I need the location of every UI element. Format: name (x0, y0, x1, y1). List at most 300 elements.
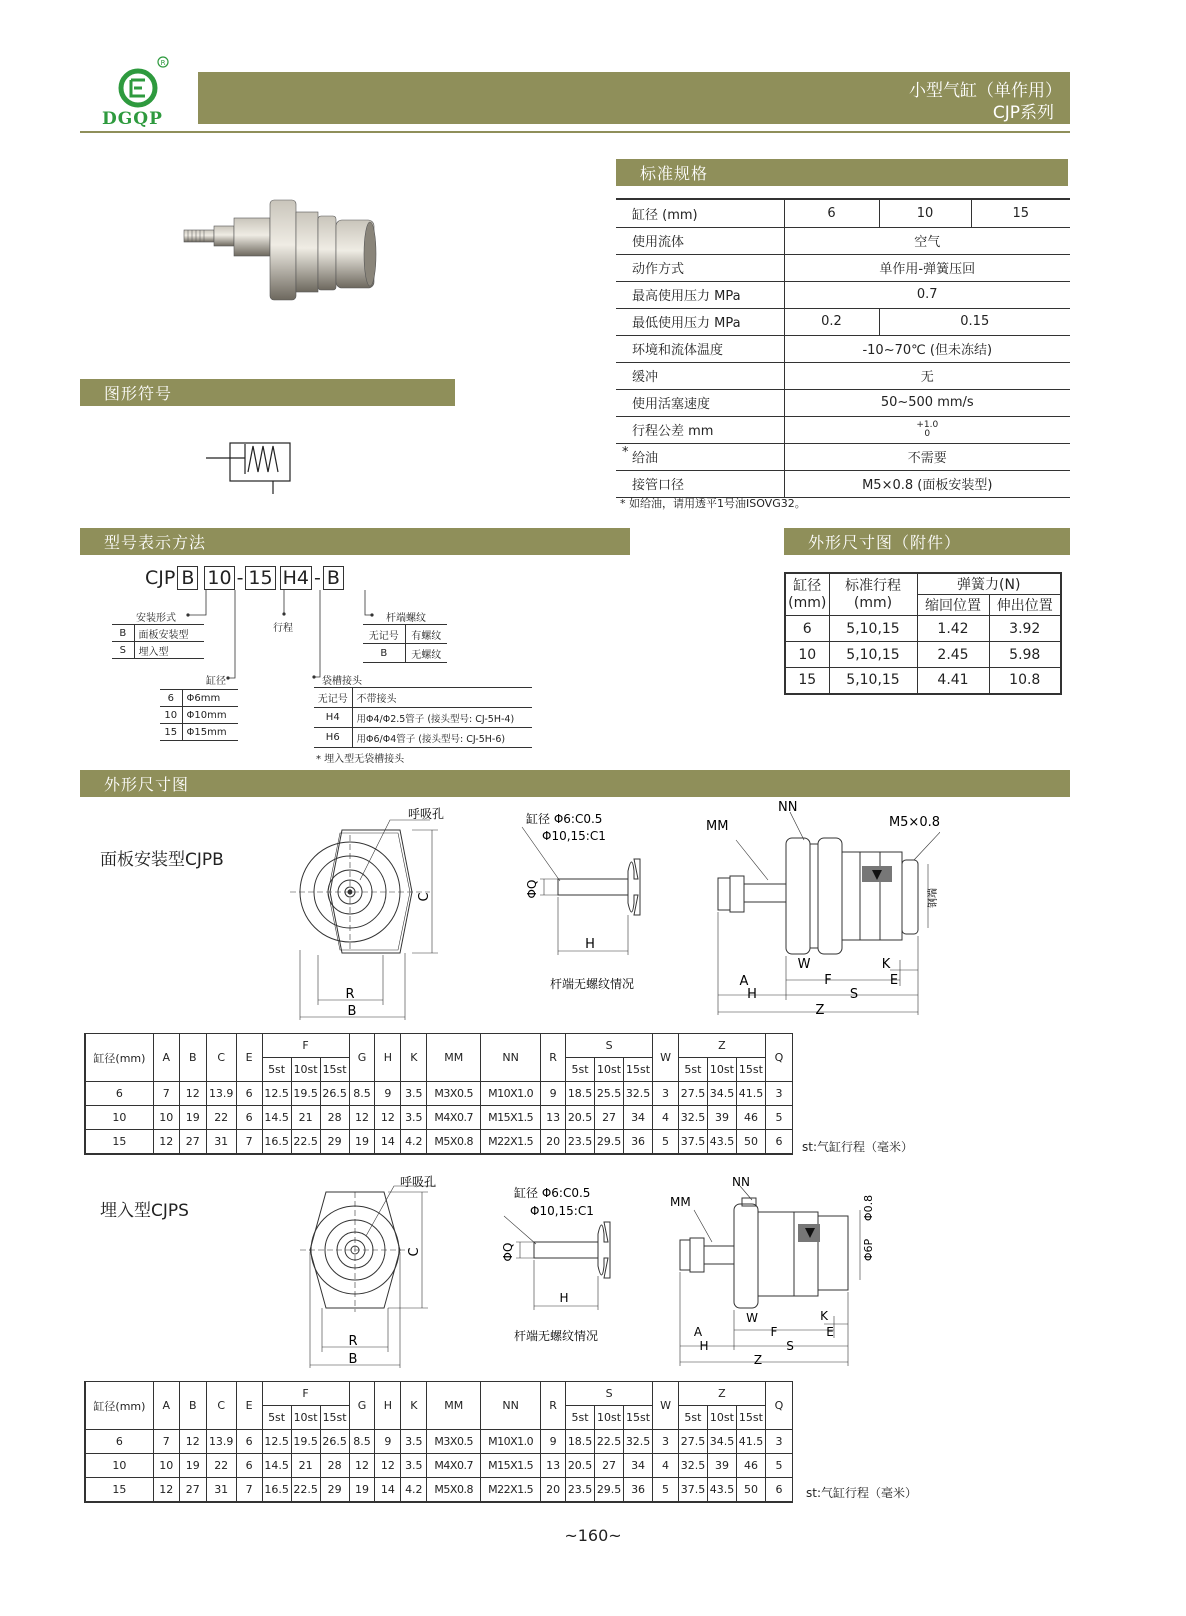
dim-b: B (348, 1352, 358, 1367)
table-cell: 18.5 (566, 1082, 595, 1106)
stroke-title: 行程 (273, 623, 293, 634)
table-cell: 6 (236, 1106, 262, 1130)
table-cell: 12.5 (262, 1430, 291, 1454)
dim-sub: 10st (595, 1406, 624, 1430)
table-cell: 14 (375, 1478, 401, 1502)
spec-label-with-mark (616, 443, 784, 470)
spec-label: 缓冲 (616, 362, 784, 389)
table-cell: M4X0.7 (427, 1106, 481, 1130)
table-cell: 41.5 (736, 1082, 765, 1106)
cjpb-front-view (290, 805, 460, 1025)
spec-row (616, 443, 1070, 470)
dim-f: F (824, 973, 832, 988)
chamfer-label-2: Φ10,15:C1 (542, 829, 606, 843)
spring-cell: 6 (785, 616, 829, 642)
table-row (85, 1478, 793, 1502)
table-cell: 50 (736, 1478, 765, 1502)
chamfer-label-1: 缸径 Φ6:C0.5 (526, 812, 603, 826)
dim-h-z: Z (678, 1382, 765, 1406)
table-cell: 19 (349, 1478, 375, 1502)
spring-row (785, 668, 1061, 694)
table-cell: 16.5 (262, 1130, 291, 1154)
table-cell: 13.9 (206, 1430, 236, 1454)
table-row (85, 1430, 793, 1454)
table-cell: M3X0.5 (427, 1082, 481, 1106)
table-cell: M15X1.5 (481, 1454, 541, 1478)
table-cell: 12 (153, 1130, 179, 1154)
no-thread-label: 杆端无螺纹情况 (550, 977, 635, 991)
bore-row (160, 707, 238, 724)
table-cell: 31 (206, 1478, 236, 1502)
table-cell: 7 (236, 1478, 262, 1502)
table-cell: 7 (153, 1082, 179, 1106)
table-cell: 34 (624, 1454, 653, 1478)
dim-z: Z (753, 1353, 763, 1367)
spec-value: M5×0.8 (面板安装型) (784, 470, 1070, 497)
table-row (85, 1454, 793, 1478)
spec-row (616, 362, 1070, 389)
cjps-side-view (664, 1170, 884, 1370)
table-cell: 13.9 (206, 1082, 236, 1106)
table-cell: 10 (153, 1454, 179, 1478)
section-bar-outline (80, 770, 1070, 797)
spec-value: 无 (784, 362, 1070, 389)
dim-h-s: S (566, 1034, 653, 1058)
table-cell: 5 (653, 1478, 679, 1502)
spec-row (616, 335, 1070, 362)
table-row (85, 1106, 793, 1130)
spec-row (616, 227, 1070, 254)
spec-value: 10 (879, 200, 971, 227)
dim-h-e: E (236, 1382, 262, 1430)
table-cell: 6 (85, 1430, 153, 1454)
fitting-row (314, 688, 532, 708)
spec-label: 环境和流体温度 (616, 335, 784, 362)
model-dash: - (236, 567, 244, 589)
thread-title: 杆端螺纹 (386, 613, 426, 624)
spring-h-retract: 缩回位置 (917, 595, 989, 616)
cjpb-rod-end-view (510, 805, 660, 995)
table-cell: 37.5 (678, 1478, 707, 1502)
dim-k: K (881, 957, 891, 972)
table-cell: 16.5 (262, 1478, 291, 1502)
dim-sub: 10st (291, 1406, 320, 1430)
table-cell: 32.5 (624, 1430, 653, 1454)
table-cell: 22.5 (291, 1130, 320, 1154)
table-cell: 4 (653, 1106, 679, 1130)
bore-code: 15 (160, 724, 182, 741)
spring-h-stroke-text: 标准行程 (845, 577, 901, 594)
dim-sub: 5st (262, 1406, 291, 1430)
table-cell: 22 (206, 1454, 236, 1478)
logo-text: DGQP (102, 109, 163, 129)
dim-h-mm: MM (427, 1034, 481, 1082)
dim-sub: 5st (566, 1058, 595, 1082)
section-title-outline: 外形尺寸图 (104, 775, 190, 794)
table-cell: M3X0.5 (427, 1430, 481, 1454)
thread-row (363, 625, 447, 644)
section-title-model: 型号表示方法 (104, 533, 207, 552)
dim-sub: 15st (736, 1058, 765, 1082)
header-title-2: CJP系列 (992, 103, 1054, 123)
table-cell: 4 (653, 1454, 679, 1478)
dim-h-g: G (349, 1034, 375, 1082)
dim-e: E (826, 1325, 834, 1339)
table-cell: 12 (153, 1478, 179, 1502)
dim-h-r: R (541, 1382, 566, 1430)
table-cell: 6 (765, 1478, 792, 1502)
table-cell: 10 (85, 1454, 153, 1478)
model-box-thread: B (323, 566, 344, 590)
table-cell: 12 (179, 1430, 206, 1454)
dim-mm: MM (670, 1195, 691, 1209)
spring-h-bore (785, 573, 829, 616)
dim-h-hh: H (375, 1382, 401, 1430)
dim-phi6p: Φ6P (862, 1238, 875, 1262)
spring-h-bore-text: 缸径 (793, 577, 822, 594)
fitting-desc: 不带接头 (352, 688, 532, 708)
dim-h: H (559, 1291, 569, 1305)
spec-value: 0.7 (784, 281, 1070, 308)
table-cell: 34 (624, 1106, 653, 1130)
thread-desc: 有螺纹 (405, 625, 447, 644)
spec-label: 使用流体 (616, 227, 784, 254)
table-cell: 22.5 (291, 1478, 320, 1502)
dim-sub: 10st (595, 1058, 624, 1082)
dim-h-w: W (653, 1382, 679, 1430)
dim-h-g: G (349, 1382, 375, 1430)
table-cell: 20 (541, 1478, 566, 1502)
dim-a: A (739, 974, 749, 989)
dim-h-r: R (541, 1034, 566, 1082)
bore-title: 缸径 (206, 676, 226, 687)
table-cell: 32.5 (678, 1454, 707, 1478)
table-cell: 27 (179, 1130, 206, 1154)
table-cell: 3 (653, 1082, 679, 1106)
spring-cell: 3.92 (989, 616, 1061, 642)
table-cell: 19 (179, 1454, 206, 1478)
table-cell: 43.5 (707, 1130, 736, 1154)
table-cell: 3 (653, 1430, 679, 1454)
mount-row (112, 625, 204, 642)
dim-a: A (693, 1325, 703, 1339)
spring-cell: 10.8 (989, 668, 1061, 694)
table-cell: 46 (736, 1106, 765, 1130)
spec-value: -10~70℃ (但未冻结) (784, 335, 1070, 362)
dim-h-q: Q (765, 1034, 792, 1082)
dim-h-a: A (153, 1382, 179, 1430)
table-cell: M4X0.7 (427, 1454, 481, 1478)
spec-row (616, 308, 1070, 335)
dim-c: C (407, 1247, 422, 1257)
dim-sub: 15st (320, 1058, 349, 1082)
table-cell: 3 (765, 1430, 792, 1454)
table-cell: M10X1.0 (481, 1430, 541, 1454)
spec-label: 动作方式 (616, 254, 784, 281)
spec-mark: * (622, 444, 629, 460)
table-cell: 29.5 (595, 1130, 624, 1154)
fitting-code: H6 (314, 728, 352, 748)
spec-row (616, 254, 1070, 281)
thread-table (363, 624, 447, 663)
model-box-stroke: 15 (245, 566, 275, 590)
table-cell: 10 (153, 1106, 179, 1130)
dim-header-row (85, 1382, 793, 1406)
section-bar-model (80, 528, 630, 555)
cjpb-side-view (700, 800, 940, 1025)
table-cell: 15 (85, 1130, 153, 1154)
table-cell: 4.2 (401, 1130, 427, 1154)
table-cell: 6 (236, 1454, 262, 1478)
spec-value: 单作用-弹簧压回 (784, 254, 1070, 281)
table-cell: 13 (541, 1454, 566, 1478)
table-cell: 20 (541, 1130, 566, 1154)
dim-b: B (347, 1004, 357, 1019)
thread-row (363, 644, 447, 663)
dim-h-k: K (401, 1034, 427, 1082)
table-cell: 6 (236, 1430, 262, 1454)
chamfer-label-1: 缸径 Φ6:C0.5 (514, 1186, 591, 1200)
dim-e: E (889, 973, 899, 988)
spec-row (616, 389, 1070, 416)
table-cell: 27.5 (678, 1430, 707, 1454)
section-bar-spring (784, 528, 1070, 555)
dim-h-bore: 缸径(mm) (85, 1382, 153, 1430)
table-cell: 26.5 (320, 1082, 349, 1106)
table-cell: 12 (179, 1082, 206, 1106)
pneumatic-symbol (200, 436, 300, 496)
table-cell: 19 (179, 1106, 206, 1130)
fitting-desc: 用Φ6/Φ4管子 (接头型号: CJ-5H-6) (352, 728, 532, 748)
tolerance-lower: 0 (924, 428, 931, 439)
table-cell: 9 (375, 1082, 401, 1106)
bore-row (160, 690, 238, 707)
spring-cell: 5,10,15 (829, 616, 917, 642)
cjps-rod-end-view (496, 1176, 646, 1346)
table-cell: 39 (707, 1106, 736, 1130)
table-cell: 3.5 (401, 1082, 427, 1106)
table-cell: 9 (375, 1430, 401, 1454)
dim-h2: H (699, 1339, 709, 1353)
table-cell: 22 (206, 1106, 236, 1130)
thread-code: 无记号 (363, 625, 405, 644)
table-cell: 23.5 (566, 1130, 595, 1154)
table-cell: M5X0.8 (427, 1130, 481, 1154)
table-cell: 22.5 (595, 1430, 624, 1454)
dim-w: W (746, 1311, 758, 1325)
spec-label: 最低使用压力 MPa (616, 308, 784, 335)
table-cell: 41.5 (736, 1430, 765, 1454)
header-rule (80, 131, 1070, 133)
dim-s: S (786, 1339, 794, 1353)
fitting-note: * 埋入型无袋槽接头 (316, 754, 405, 765)
spec-value: 15 (971, 200, 1070, 227)
table-cell: 29.5 (595, 1478, 624, 1502)
table-cell: 27 (595, 1106, 624, 1130)
table-cell: 6 (236, 1082, 262, 1106)
spec-value: 6 (784, 200, 879, 227)
dim-r: R (348, 1334, 358, 1349)
dim-h-c: C (206, 1382, 236, 1430)
dim-sub: 15st (624, 1058, 653, 1082)
dim-h-z: Z (678, 1034, 765, 1058)
table-cell: 32.5 (678, 1106, 707, 1130)
table-cell: 27 (595, 1454, 624, 1478)
dim-h-s: S (566, 1382, 653, 1406)
table-cell: 34.5 (707, 1082, 736, 1106)
table-cell: 39 (707, 1454, 736, 1478)
table-cell: 46 (736, 1454, 765, 1478)
dim-sub: 15st (736, 1406, 765, 1430)
page-number: ~160~ (564, 1526, 622, 1545)
spec-value-tolerance (784, 416, 1070, 443)
spec-row (616, 470, 1070, 497)
product-photo (178, 190, 383, 315)
model-dash: - (314, 567, 321, 589)
thread-code: B (363, 644, 405, 663)
dim-mm: MM (706, 819, 729, 834)
dim-k: K (820, 1309, 828, 1323)
mount-desc: 埋入型 (134, 642, 204, 659)
table-cell: 5 (765, 1106, 792, 1130)
bore-table (160, 689, 238, 741)
cjpb-dim-table (84, 1033, 793, 1155)
table-cell: 14.5 (262, 1454, 291, 1478)
dim-m5: M5×0.8 (888, 815, 940, 830)
dim-h: H (585, 937, 595, 952)
table-cell: 28 (320, 1454, 349, 1478)
table-cell: 12 (349, 1106, 375, 1130)
mount-code: B (112, 625, 134, 642)
table-cell: 21 (291, 1454, 320, 1478)
dim-h-q: Q (765, 1382, 792, 1430)
side-label: 钢端 (928, 888, 939, 908)
spring-row (785, 642, 1061, 668)
mount-row (112, 642, 204, 659)
mount-title: 安装形式 (136, 613, 176, 624)
dim-sub: 5st (566, 1406, 595, 1430)
table-cell: 19.5 (291, 1430, 320, 1454)
table-cell: 31 (206, 1130, 236, 1154)
mount-code: S (112, 642, 134, 659)
dim-sub: 5st (262, 1058, 291, 1082)
model-prefix: CJP (145, 567, 176, 589)
dim-r: R (345, 987, 355, 1002)
fitting-row (314, 728, 532, 748)
table-cell: 3.5 (401, 1454, 427, 1478)
table-cell: 36 (624, 1478, 653, 1502)
table-cell: 3.5 (401, 1106, 427, 1130)
table-row (85, 1130, 793, 1154)
spec-value: 50~500 mm/s (784, 389, 1070, 416)
table-cell: 29 (320, 1478, 349, 1502)
mount-desc: 面板安装型 (134, 625, 204, 642)
spec-label: 缸径 (mm) (616, 200, 784, 227)
table-cell: 19.5 (291, 1082, 320, 1106)
st-note-2: st:气缸行程（毫米） (806, 1486, 918, 1500)
spec-row (616, 416, 1070, 443)
table-cell: 27.5 (678, 1082, 707, 1106)
table-cell: M5X0.8 (427, 1478, 481, 1502)
table-cell: 20.5 (566, 1454, 595, 1478)
dim-h-k: K (401, 1382, 427, 1430)
table-cell: 34.5 (707, 1430, 736, 1454)
dim-h-b: B (179, 1382, 206, 1430)
table-cell: 5 (653, 1130, 679, 1154)
table-cell: 7 (236, 1130, 262, 1154)
spec-value: 0.15 (879, 308, 1070, 335)
spec-value: 不需要 (784, 443, 1070, 470)
table-cell: 20.5 (566, 1106, 595, 1130)
table-cell: 9 (541, 1082, 566, 1106)
spring-cell: 4.41 (917, 668, 989, 694)
dim-nn: NN (732, 1175, 750, 1189)
fitting-title: 袋槽接头 (322, 676, 362, 687)
cjpb-dim-body (85, 1082, 793, 1154)
table-cell: M22X1.5 (481, 1478, 541, 1502)
embed-type-label: 埋入型CJPS (100, 1201, 189, 1221)
table-cell: 14 (375, 1130, 401, 1154)
table-cell: 43.5 (707, 1478, 736, 1502)
dim-c: C (417, 892, 432, 902)
table-cell: 21 (291, 1106, 320, 1130)
header-title-1: 小型气缸（单作用） (909, 81, 1062, 101)
spring-cell: 5.98 (989, 642, 1061, 668)
table-cell: 23.5 (566, 1478, 595, 1502)
table-cell: 12 (375, 1106, 401, 1130)
breath-hole-label: 呼吸孔 (408, 807, 445, 821)
dim-z: Z (815, 1003, 825, 1018)
spring-h-stroke-unit: (mm) (853, 594, 893, 611)
spec-value: 0.2 (784, 308, 879, 335)
spec-label: 使用活塞速度 (616, 389, 784, 416)
section-bar-symbol (80, 379, 455, 406)
spec-row (616, 200, 1070, 227)
table-cell: 37.5 (678, 1130, 707, 1154)
thread-desc: 无螺纹 (405, 644, 447, 663)
breath-hole-label: 呼吸孔 (400, 1175, 437, 1189)
dim-h-hh: H (375, 1034, 401, 1082)
spec-note: * 如给油，请用透平1号油ISOVG32。 (620, 497, 806, 510)
dim-sub: 15st (320, 1406, 349, 1430)
table-cell: 12.5 (262, 1082, 291, 1106)
spec-table (616, 200, 1070, 498)
dim-sub: 5st (678, 1058, 707, 1082)
spec-value: 空气 (784, 227, 1070, 254)
dim-h-f: F (262, 1382, 349, 1406)
table-cell: M15X1.5 (481, 1106, 541, 1130)
dim-w: W (797, 957, 811, 972)
table-cell: 3 (765, 1082, 792, 1106)
spec-row (616, 281, 1070, 308)
dim-sub: 10st (707, 1058, 736, 1082)
model-box-mount: B (177, 566, 198, 590)
table-cell: 36 (624, 1130, 653, 1154)
dim-header-row (85, 1034, 793, 1058)
bore-desc: Φ15mm (182, 724, 238, 741)
dim-h-w: W (653, 1034, 679, 1082)
spring-cell: 10 (785, 642, 829, 668)
spec-label: 最高使用压力 MPa (616, 281, 784, 308)
dim-h-b: B (179, 1034, 206, 1082)
tolerance-upper: +1.0 (916, 419, 939, 430)
table-cell: 12 (349, 1454, 375, 1478)
table-cell: 26.5 (320, 1430, 349, 1454)
table-cell: M10X1.0 (481, 1082, 541, 1106)
dim-f: F (770, 1325, 778, 1339)
table-cell: 28 (320, 1106, 349, 1130)
dim-h-mm: MM (427, 1382, 481, 1430)
